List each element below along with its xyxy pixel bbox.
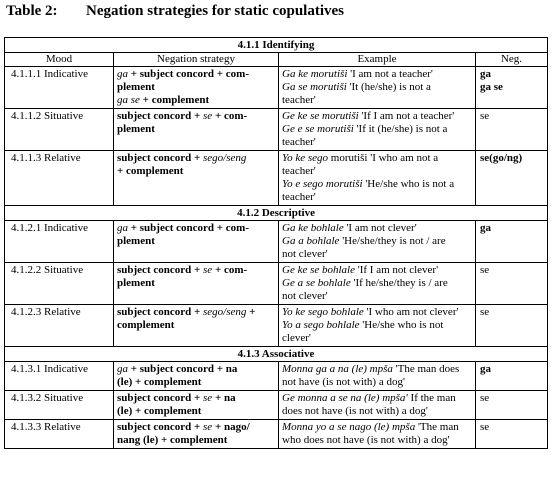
- italic-text: ga se: [117, 94, 140, 106]
- plain-text: clever': [282, 332, 311, 344]
- italic-text: Yo e sego morutiši: [282, 178, 363, 190]
- italic-text: Yo ke sego bohlale: [282, 306, 364, 318]
- strategy-cell: [114, 221, 279, 263]
- example-cell: [279, 109, 476, 151]
- plain-text: 'I am not clever': [343, 222, 417, 234]
- italic-text: Ge ke se morutiši: [282, 110, 359, 122]
- example-cell: [279, 362, 476, 391]
- bold-text: plement: [117, 81, 155, 93]
- italic-text: se: [203, 392, 213, 404]
- bold-text: plement: [117, 235, 155, 247]
- italic-text: Ga ke bohlale: [282, 222, 344, 234]
- bold-text: subject concord +: [117, 392, 204, 404]
- bold-text: + subject concord + com-: [128, 222, 249, 234]
- table-caption: [6, 3, 344, 20]
- bold-text: + subject concord + com-: [128, 68, 249, 80]
- italic-text: se: [203, 110, 213, 122]
- negation-table: [4, 37, 548, 449]
- table-row: [5, 362, 548, 391]
- plain-text: 'If I am not a teacher': [358, 110, 455, 122]
- strategy-cell: [114, 391, 279, 420]
- column-header-strategy: Negation strategy: [114, 53, 279, 67]
- italic-text: ga: [117, 222, 128, 234]
- section-heading: 4.1.2 Descriptive: [5, 206, 548, 221]
- bold-text: subject concord +: [117, 264, 204, 276]
- section-heading: 4.1.3 Associative: [5, 347, 548, 362]
- bold-text: subject concord +: [117, 110, 204, 122]
- plain-text: 'I who am not clever': [363, 306, 459, 318]
- neg-marker: ga: [480, 222, 491, 234]
- plain-text: If the man: [407, 392, 456, 404]
- italic-text: Ga ke morutiši: [282, 68, 348, 80]
- mood-cell: 4.1.1.1 Indicative: [5, 67, 114, 109]
- plain-text: teacher': [282, 94, 316, 106]
- example-cell: [279, 151, 476, 206]
- neg-marker: ga se: [480, 81, 503, 93]
- plain-text: not have (is not with) a dog': [282, 376, 405, 388]
- table-row: [5, 151, 548, 206]
- example-cell: [279, 67, 476, 109]
- bold-text: + com-: [212, 264, 248, 276]
- example-cell: [279, 221, 476, 263]
- neg-marker: se: [480, 264, 490, 276]
- neg-cell: [476, 362, 548, 391]
- mood-cell: 4.1.3.1 Indicative: [5, 362, 114, 391]
- neg-marker: se: [480, 110, 490, 122]
- italic-text: Ga se morutiši: [282, 81, 347, 93]
- neg-marker: se: [480, 392, 490, 404]
- italic-text: Monna yo a se nago (le) mpša: [282, 421, 416, 433]
- bold-text: (le) + complement: [117, 376, 202, 388]
- plain-text: morutiši 'I who am not a: [328, 152, 439, 164]
- italic-text: ga: [117, 363, 128, 375]
- plain-text: not clever': [282, 290, 328, 302]
- bold-text: plement: [117, 123, 155, 135]
- bold-text: + complement: [139, 94, 210, 106]
- neg-cell: [476, 305, 548, 347]
- plain-text: does not have (is not with) a dog': [282, 405, 428, 417]
- italic-text: sego/seng: [203, 306, 247, 318]
- bold-text: (le) + complement: [117, 405, 202, 417]
- mood-cell: 4.1.1.3 Relative: [5, 151, 114, 206]
- strategy-cell: [114, 263, 279, 305]
- neg-marker: ga: [480, 363, 491, 375]
- bold-text: + subject concord + na: [128, 363, 238, 375]
- mood-cell: 4.1.3.2 Situative: [5, 391, 114, 420]
- plain-text: teacher': [282, 136, 316, 148]
- neg-cell: [476, 391, 548, 420]
- bold-text: + nago/: [212, 421, 250, 433]
- table-row: [5, 263, 548, 305]
- bold-text: + com-: [212, 110, 248, 122]
- italic-text: Yo ke sego: [282, 152, 329, 164]
- italic-text: Ga a bohlale: [282, 235, 340, 247]
- strategy-cell: [114, 420, 279, 449]
- italic-text: ga: [117, 68, 128, 80]
- italic-text: Yo a sego bohlale: [282, 319, 360, 331]
- column-header-neg: Neg.: [476, 53, 548, 67]
- plain-text: 'I am not a teacher': [347, 68, 433, 80]
- neg-cell: [476, 109, 548, 151]
- strategy-cell: [114, 305, 279, 347]
- section-heading-row: [5, 347, 548, 362]
- bold-text: subject concord +: [117, 306, 204, 318]
- italic-text: se: [203, 421, 213, 433]
- bold-text: + complement: [117, 165, 184, 177]
- plain-text: 'If it (he/she) is not a: [353, 123, 448, 135]
- plain-text: 'He/she/they is not / are: [339, 235, 446, 247]
- neg-cell: [476, 67, 548, 109]
- bold-text: complement: [117, 319, 175, 331]
- table-row: [5, 67, 548, 109]
- example-cell: [279, 263, 476, 305]
- mood-cell: 4.1.2.1 Indicative: [5, 221, 114, 263]
- bold-text: plement: [117, 277, 155, 289]
- italic-text: Ge e se morutiši: [282, 123, 354, 135]
- section-heading-row: [5, 38, 548, 53]
- italic-text: Ge a se bohlale: [282, 277, 351, 289]
- column-header-example: Example: [279, 53, 476, 67]
- neg-cell: [476, 151, 548, 206]
- table-row: [5, 221, 548, 263]
- section-heading: 4.1.1 Identifying: [5, 38, 548, 53]
- neg-cell: [476, 420, 548, 449]
- plain-text: 'It (he/she) is not a: [346, 81, 431, 93]
- table-row: [5, 109, 548, 151]
- neg-marker: se: [480, 306, 490, 318]
- plain-text: 'If I am not clever': [355, 264, 439, 276]
- bold-text: +: [246, 306, 256, 318]
- table-row: [5, 391, 548, 420]
- plain-text: who does not have (is not with) a dog': [282, 434, 450, 446]
- strategy-cell: [114, 362, 279, 391]
- table-row: [5, 305, 548, 347]
- table-row: [5, 420, 548, 449]
- neg-cell: [476, 263, 548, 305]
- table-title: Negation strategies for static copulatives: [86, 3, 345, 19]
- plain-text: teacher': [282, 165, 316, 177]
- plain-text: 'The man does: [392, 363, 460, 375]
- neg-marker: ga: [480, 68, 491, 80]
- bold-text: + na: [212, 392, 236, 404]
- plain-text: teacher': [282, 191, 316, 203]
- column-header-mood: Mood: [5, 53, 114, 67]
- plain-text: 'The man: [415, 421, 459, 433]
- italic-text: Monna ga a na (le) mpša: [282, 363, 393, 375]
- example-cell: [279, 391, 476, 420]
- mood-cell: 4.1.2.2 Situative: [5, 263, 114, 305]
- strategy-cell: [114, 151, 279, 206]
- table-number: Table 2:: [6, 3, 58, 19]
- example-cell: [279, 305, 476, 347]
- section-heading-row: [5, 206, 548, 221]
- mood-cell: 4.1.3.3 Relative: [5, 420, 114, 449]
- neg-marker: se(go/ng): [480, 152, 523, 164]
- example-cell: [279, 420, 476, 449]
- italic-text: se: [203, 264, 213, 276]
- italic-text: sego/seng: [203, 152, 247, 164]
- plain-text: 'He/she who is not: [359, 319, 444, 331]
- column-header-row: [5, 53, 548, 67]
- plain-text: 'If he/she/they is / are: [350, 277, 448, 289]
- italic-text: Ge ke se bohlale: [282, 264, 355, 276]
- strategy-cell: [114, 67, 279, 109]
- strategy-cell: [114, 109, 279, 151]
- bold-text: nang (le) + complement: [117, 434, 228, 446]
- plain-text: not clever': [282, 248, 328, 260]
- mood-cell: 4.1.2.3 Relative: [5, 305, 114, 347]
- italic-text: Ge monna a se na (le) mpša': [282, 392, 408, 404]
- neg-marker: se: [480, 421, 490, 433]
- plain-text: 'He/she who is not a: [362, 178, 455, 190]
- bold-text: subject concord +: [117, 421, 204, 433]
- mood-cell: 4.1.1.2 Situative: [5, 109, 114, 151]
- neg-cell: [476, 221, 548, 263]
- bold-text: subject concord +: [117, 152, 204, 164]
